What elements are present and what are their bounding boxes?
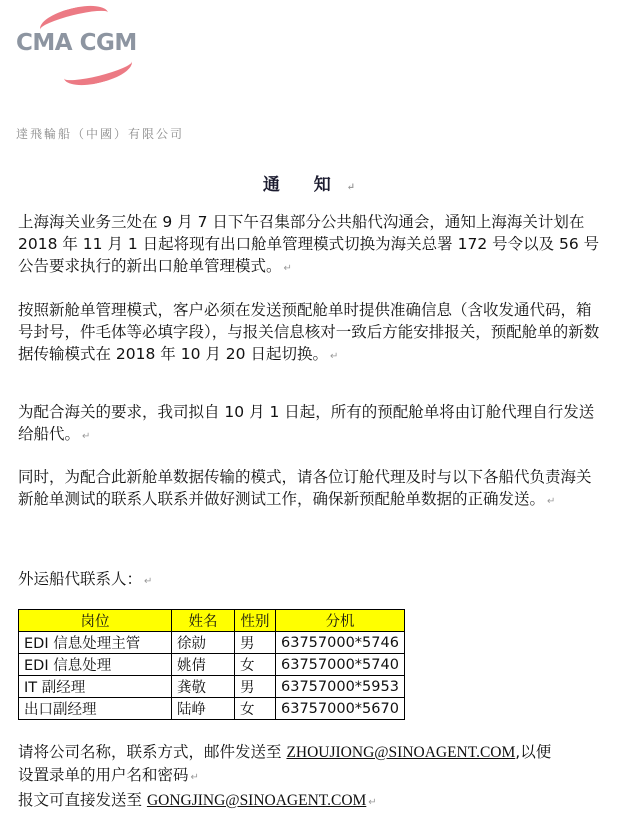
email-link-gongjing[interactable]: GONGJING@SINOAGENT.COM <box>146 792 367 809</box>
table-header-row <box>19 610 405 632</box>
paragraph-4: 同时，为配合此新舱单数据传输的模式，请各位订舱代理及时与以下各船代负责海关新舱单测试的联系人联系并做好测试工作，确保新预配舱单数据的正确发送。 ↵ <box>18 468 592 508</box>
paragraph-mark-icon: ↵ <box>283 263 292 274</box>
paragraph-mark-icon: ↵ <box>190 772 199 783</box>
paragraph-mark-icon: ↵ <box>368 797 377 808</box>
contacts-table <box>18 609 405 720</box>
paragraph-1: 上海海关业务三处在 9 月 7 日下午召集部分公共船代沟通会，通知上海海关计划在 2018 年 11 月 1 日起将现有出口舱单管理模式切换为海关总署 172 号令以及 56 号公告要求执行的新出口舱单管理模式。 ↵ <box>18 213 600 275</box>
table-row: 出口副经理 陆峥 女 63757000*5670 <box>19 698 405 720</box>
paragraph-mark-icon: ↵ <box>346 182 356 193</box>
contacts-heading: 外运船代联系人： ↵ <box>18 570 153 588</box>
column-header-extension: 分机 <box>276 610 405 632</box>
paragraph-mark-icon: ↵ <box>329 351 339 362</box>
column-header-gender: 性别 <box>235 610 276 632</box>
paragraph-mark-icon: ↵ <box>144 576 153 587</box>
email-link-zhoujiong[interactable]: ZHOUJIONG@SINOAGENT.COM <box>286 744 516 761</box>
logo-text: CMA CGM <box>16 30 137 56</box>
closing-paragraph: 请将公司名称，联系方式，邮件发送至 ZHOUJIONG@SINOAGENT.COM,以便 设置录单的用户名和密码 ↵ 报文可直接发送至 GONGJING@SINOAGENT.COM ↵ <box>18 743 552 809</box>
table-row: IT 副经理 龚敬 男 63757000*5953 <box>19 676 405 698</box>
paragraph-2: 按照新舱单管理模式，客户必须在发送预配舱单时提供准确信息（含收发通代码，箱号封号，件毛体等必填字段），与报关信息核对一致后方能安排报关，预配舱单的新数据传输模式在 2018 年 10 月 20 日起切换。 ↵ <box>18 301 600 363</box>
column-header-position: 岗位 <box>19 610 172 632</box>
paragraph-mark-icon: ↵ <box>547 496 556 507</box>
table-row: EDI 信息处理主管 徐勍 男 63757000*5746 <box>19 632 405 654</box>
company-name: 達飛輪船（中國）有限公司 <box>16 127 185 141</box>
column-header-name: 姓名 <box>172 610 235 632</box>
table-row: EDI 信息处理 姚倩 女 63757000*5740 <box>19 654 405 676</box>
paragraph-mark-icon: ↵ <box>82 431 91 442</box>
document-title: 通 知 ↵ <box>262 175 356 195</box>
paragraph-3: 为配合海关的要求，我司拟自 10 月 1 日起，所有的预配舱单将由订舱代理自行发送给船代。 ↵ <box>18 403 595 443</box>
